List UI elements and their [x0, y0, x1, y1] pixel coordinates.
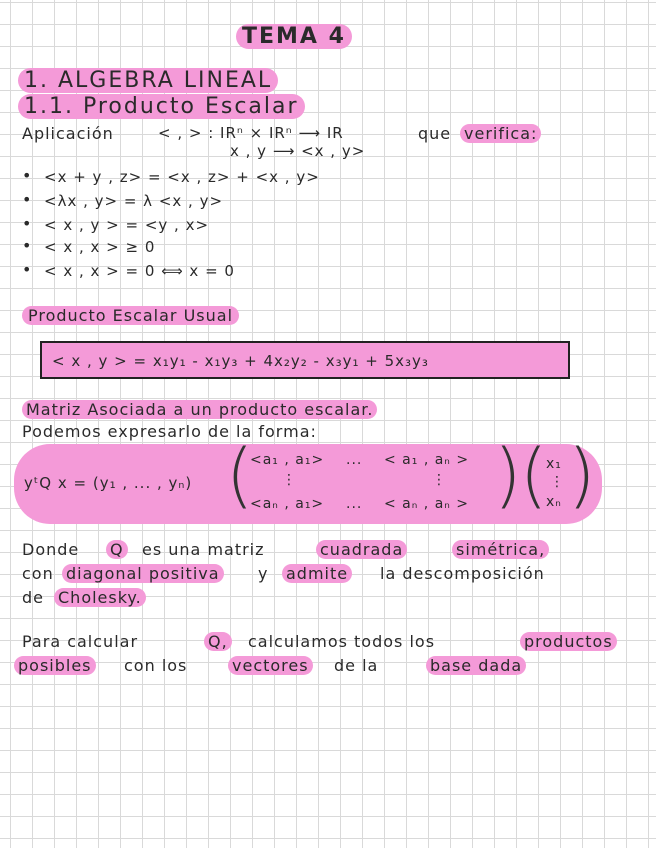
text-highlight: posibles — [14, 656, 96, 675]
property-item: <λx , y> = λ <x , y> — [44, 192, 224, 210]
bullet: • — [22, 214, 32, 233]
text-highlight: simétrica, — [452, 540, 549, 559]
text: y — [258, 564, 269, 583]
property-item: < x , y > = <y , x> — [44, 216, 210, 234]
matrix-entry: <a₁ , a₁> — [250, 452, 325, 468]
text-highlight: vectores — [228, 656, 313, 675]
text: la descomposición — [380, 564, 545, 583]
vector-left-paren: ( — [520, 434, 548, 516]
definition-map: < , > : IRⁿ × IRⁿ ⟶ IR — [158, 124, 344, 142]
text-highlight: Q — [106, 540, 128, 559]
matrix-lhs: yᵗQ x = (y₁ , ... , yₙ) — [24, 474, 193, 492]
matrix-heading: Matriz Asociada a un producto escalar. — [22, 400, 377, 419]
property-item: < x , x > = 0 ⟺ x = 0 — [44, 262, 235, 280]
matrix-vdots: ⋮ — [282, 472, 297, 488]
text-highlight: Cholesky. — [54, 588, 146, 607]
bullet: • — [22, 260, 32, 279]
matrix-hdots: ... — [346, 452, 363, 468]
vector-vdots: ⋮ — [550, 474, 565, 490]
definition-suffix: que — [418, 124, 452, 143]
text-highlight: diagonal positiva — [62, 564, 224, 583]
text-highlight: base dada — [426, 656, 526, 675]
property-item: < x , x > ≥ 0 — [44, 238, 156, 256]
property-item: <x + y , z> = <x , z> + <x , y> — [44, 168, 320, 186]
text: de — [22, 588, 44, 607]
text: de la — [334, 656, 379, 675]
section-heading: 1. ALGEBRA LINEAL — [18, 68, 278, 93]
page-title: TEMA 4 — [236, 24, 352, 49]
usual-product-label: Producto Escalar Usual — [22, 306, 239, 325]
text: Donde — [22, 540, 80, 559]
bullet: • — [22, 190, 32, 209]
definition-highlight: verifica: — [460, 124, 541, 143]
bullet: • — [22, 236, 32, 255]
text-highlight: Q, — [204, 632, 232, 651]
text-highlight: productos — [520, 632, 617, 651]
matrix-hdots: ... — [346, 496, 363, 512]
matrix-vdots: ⋮ — [432, 472, 447, 488]
matrix-entry: <aₙ , a₁> — [250, 496, 325, 512]
usual-product-formula: < x , y > = x₁y₁ - x₁y₃ + 4x₂y₂ - x₃y₁ + 5x₃y₃ — [52, 352, 429, 370]
text: calculamos todos los — [248, 632, 436, 651]
text: es una matriz — [142, 540, 265, 559]
bullet: • — [22, 166, 32, 185]
matrix-entry: < aₙ , aₙ > — [384, 496, 470, 512]
text: con los — [124, 656, 188, 675]
vector-entry: x₁ — [546, 456, 562, 472]
vector-entry: xₙ — [546, 494, 562, 510]
subsection-heading: 1.1. Producto Escalar — [18, 94, 305, 119]
text-highlight: cuadrada — [316, 540, 407, 559]
definition-arrow: x , y ⟶ <x , y> — [230, 142, 366, 160]
text-highlight: admite — [282, 564, 352, 583]
definition-prefix: Aplicación — [22, 124, 114, 143]
matrix-right-paren: ) — [494, 434, 522, 516]
matrix-left-paren: ( — [226, 434, 254, 516]
text: Para calcular — [22, 632, 139, 651]
matrix-intro: Podemos expresarlo de la forma: — [22, 422, 317, 441]
vector-right-paren: ) — [568, 434, 596, 516]
matrix-entry: < a₁ , aₙ > — [384, 452, 470, 468]
text: con — [22, 564, 54, 583]
